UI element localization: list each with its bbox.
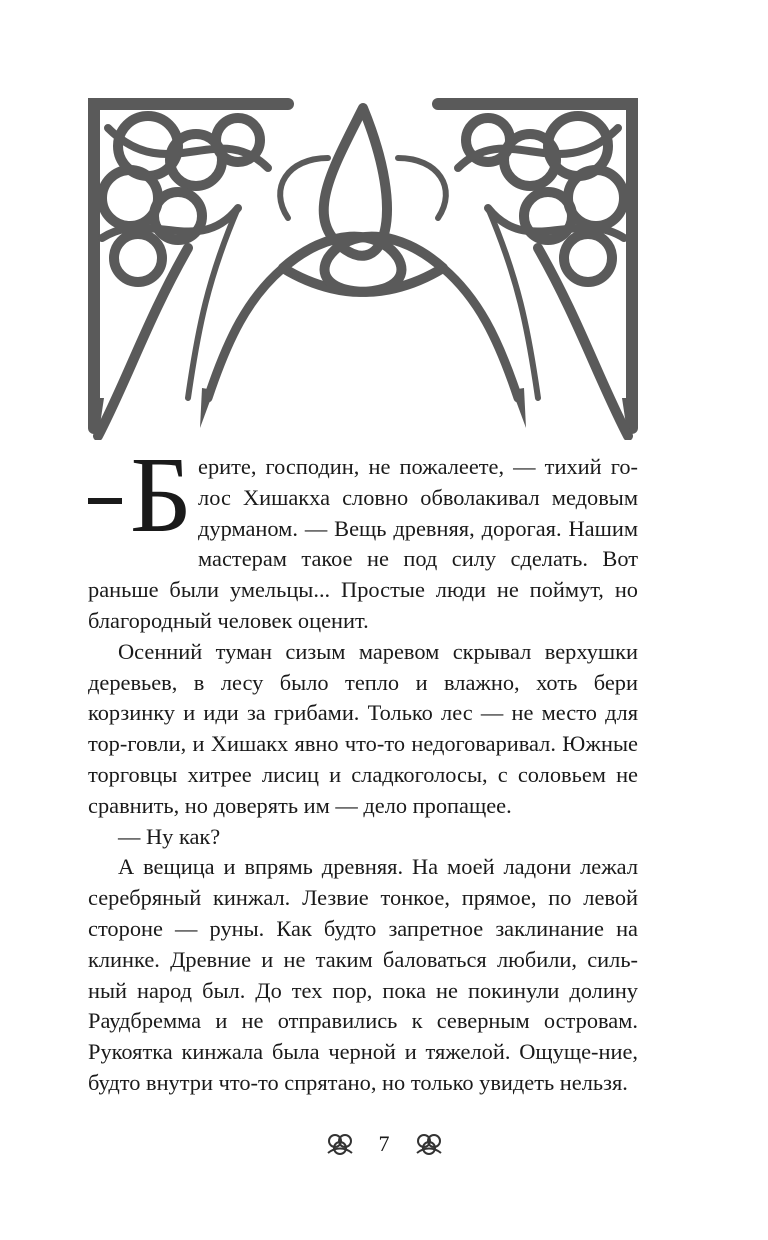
paragraph-4: А вещица и впрямь древняя. На моей ладони лежал серебряный кинжал. Лезвие тонкое, прямое, по левой стороне — руны. Как будто запретное заклинание на клинке. Древние и не таким баловаться любили, силь-ный народ был. До тех пор, пока не покинули долину Раудбремма и не отправились к северным островам. Рукоятка кинжала была черной и тяжелой. Ощуще-ние, будто внутри что-то спрятано, но только увидеть нельзя.: [88, 854, 638, 1095]
drop-cap-letter: Б: [130, 436, 193, 555]
drop-cap-dash: [88, 498, 122, 504]
paragraph-2: Осенний туман сизым маревом скрывал верхушки деревьев, в лесу было тепло и влажно, хоть бери корзинку и иди за грибами. Только лес — не место для тор-говли, и Хишакх явно что-то недоговаривал. Южные торговцы хитрее лисиц и сладкоголосы, с соловьем не сравнить, но доверять им — дело пропащее.: [88, 638, 638, 818]
paragraph-3: — Ну как?: [118, 823, 221, 849]
paragraph-1-text: ерите, господин, не пожалеете, — тихий го-лос Хишакха словно обволакивал медовым дурманом. — Вещь древняя, дорогая. Нашим мастерам такое не под силу сделать. Вот раньше были умельцы... Простые люди не поймут, но благородный человек оценит.: [88, 454, 638, 633]
celtic-knot-ornament-icon: [414, 1131, 444, 1157]
paragraph-1: [88, 436, 638, 637]
celtic-knot-ornament-icon: [325, 1131, 355, 1157]
page-footer: [0, 1124, 768, 1164]
celtic-knotwork-ornament: [88, 98, 638, 440]
drop-cap: [88, 436, 193, 555]
body-text: [88, 436, 638, 1099]
page-number: 7: [378, 1131, 390, 1156]
